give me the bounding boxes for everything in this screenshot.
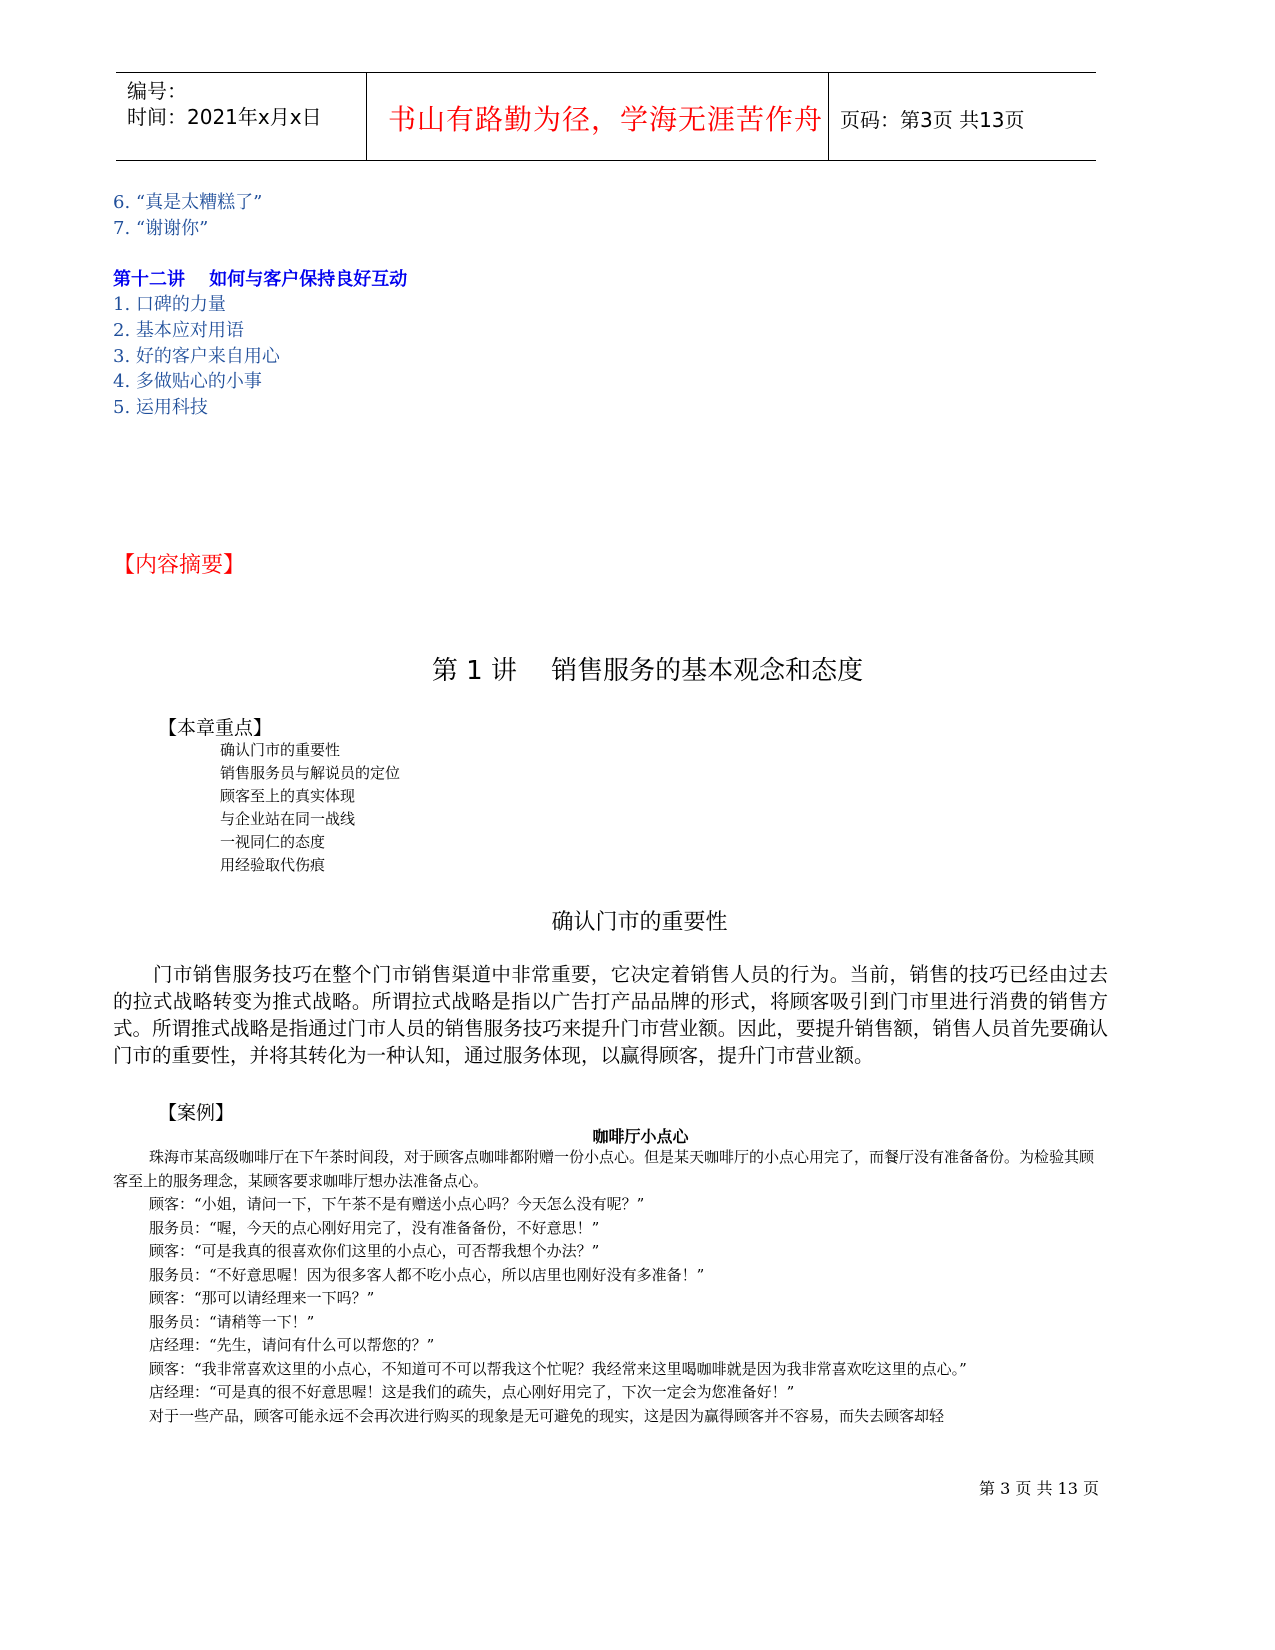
- summary-label: 【内容摘要】: [113, 553, 246, 578]
- key-point: 与企业站在同一战线: [220, 810, 356, 828]
- case-body: [113, 1146, 1103, 1428]
- header-divider: [366, 72, 367, 160]
- header-divider: [828, 72, 829, 160]
- key-points-label: 【本章重点】: [158, 717, 273, 739]
- list-item: 3. 好的客户来自用心: [113, 346, 280, 367]
- body-paragraph: 门市销售服务技巧在整个门市销售渠道中非常重要，它决定着销售人员的行为。当前，销售的技巧已经由过去的拉式战略转变为推式战略。所谓拉式战略是指以广告打产品品牌的形式，将顾客吸引到门市里进行消费的销售方式。所谓推式战略是指通过门市人员的销售服务技巧来提升门市营业额。因此，要提升销售额，销售人员首先要确认门市的重要性，并将其转化为一种认知，通过服务体现，以赢得顾客，提升门市营业额。: [113, 963, 1108, 1067]
- list-item: 7. “谢谢你”: [113, 218, 209, 239]
- key-point: 顾客至上的真实体现: [220, 787, 356, 805]
- list-item: 4. 多做贴心的小事: [113, 371, 262, 392]
- case-line: 服务员：“喔，今天的点心刚好用完了，没有准备备份，不好意思！”: [149, 1218, 600, 1237]
- header-top-rule: [116, 72, 1096, 73]
- key-point: 确认门市的重要性: [220, 741, 341, 759]
- list-item: 1. 口碑的力量: [113, 294, 226, 315]
- section-title: 确认门市的重要性: [551, 910, 728, 935]
- case-label: 【案例】: [158, 1102, 235, 1124]
- case-title: 咖啡厅小点心: [592, 1127, 689, 1146]
- header-number-label: 编号：: [127, 79, 187, 103]
- header-time-label: 时间：2021年x月x日: [127, 105, 322, 129]
- page-footer: 第 3 页 共 13 页: [979, 1479, 1099, 1498]
- key-point: 一视同仁的态度: [220, 833, 326, 851]
- lecture-1-title: 第 1 讲 销售服务的基本观念和态度: [431, 656, 864, 686]
- case-line: 服务员：“不好意思喔！因为很多客人都不吃小点心，所以店里也刚好没有多准备！”: [149, 1265, 705, 1284]
- case-line: 顾客：“我非常喜欢这里的小点心，不知道可不可以帮我这个忙呢？我经常来这里喝咖啡就是因为我非常喜欢吃这里的点心。”: [149, 1359, 967, 1378]
- key-point: 销售服务员与解说员的定位: [220, 764, 401, 782]
- header-bottom-rule: [116, 160, 1096, 161]
- case-line: 店经理：“可是真的很不好意思喔！这是我们的疏失，点心刚好用完了，下次一定会为您准备好！”: [149, 1383, 795, 1401]
- header-page-info: 页码：第3页 共13页: [840, 108, 1025, 132]
- list-item: 5. 运用科技: [113, 397, 208, 418]
- lecture-12-heading: 第十二讲 如何与客户保持良好互动: [113, 269, 408, 290]
- case-line: 顾客：“可是我真的很喜欢你们这里的小点心，可否帮我想个办法？”: [149, 1242, 600, 1260]
- case-line: 对于一些产品，顾客可能永远不会再次进行购买的现象是无可避免的现实，这是因为赢得顾客并不容易，而失去顾客却轻: [149, 1406, 945, 1425]
- case-line: 顾客：“那可以请经理来一下吗？”: [149, 1289, 375, 1307]
- list-item: 6. “真是太糟糕了”: [113, 192, 263, 213]
- list-item: 2. 基本应对用语: [113, 320, 244, 341]
- case-line: 服务员：“请稍等一下！”: [149, 1312, 315, 1331]
- case-line: 店经理：“先生，请问有什么可以帮您的？”: [149, 1336, 435, 1354]
- case-line: 珠海市某高级咖啡厅在下午茶时间段，对于顾客点咖啡都附赠一份小点心。但是某天咖啡厅的小点心用完了，而餐厅没有准备备份。为检验其顾客至上的服务理念，某顾客要求咖啡厅想办法准备点心。: [113, 1148, 1095, 1190]
- case-line: 顾客：“小姐，请问一下，下午茶不是有赠送小点心吗？今天怎么没有呢？”: [149, 1195, 645, 1213]
- key-point: 用经验取代伤痕: [220, 856, 326, 874]
- header-motto: 书山有路勤为径，学海无涯苦作舟: [388, 103, 824, 136]
